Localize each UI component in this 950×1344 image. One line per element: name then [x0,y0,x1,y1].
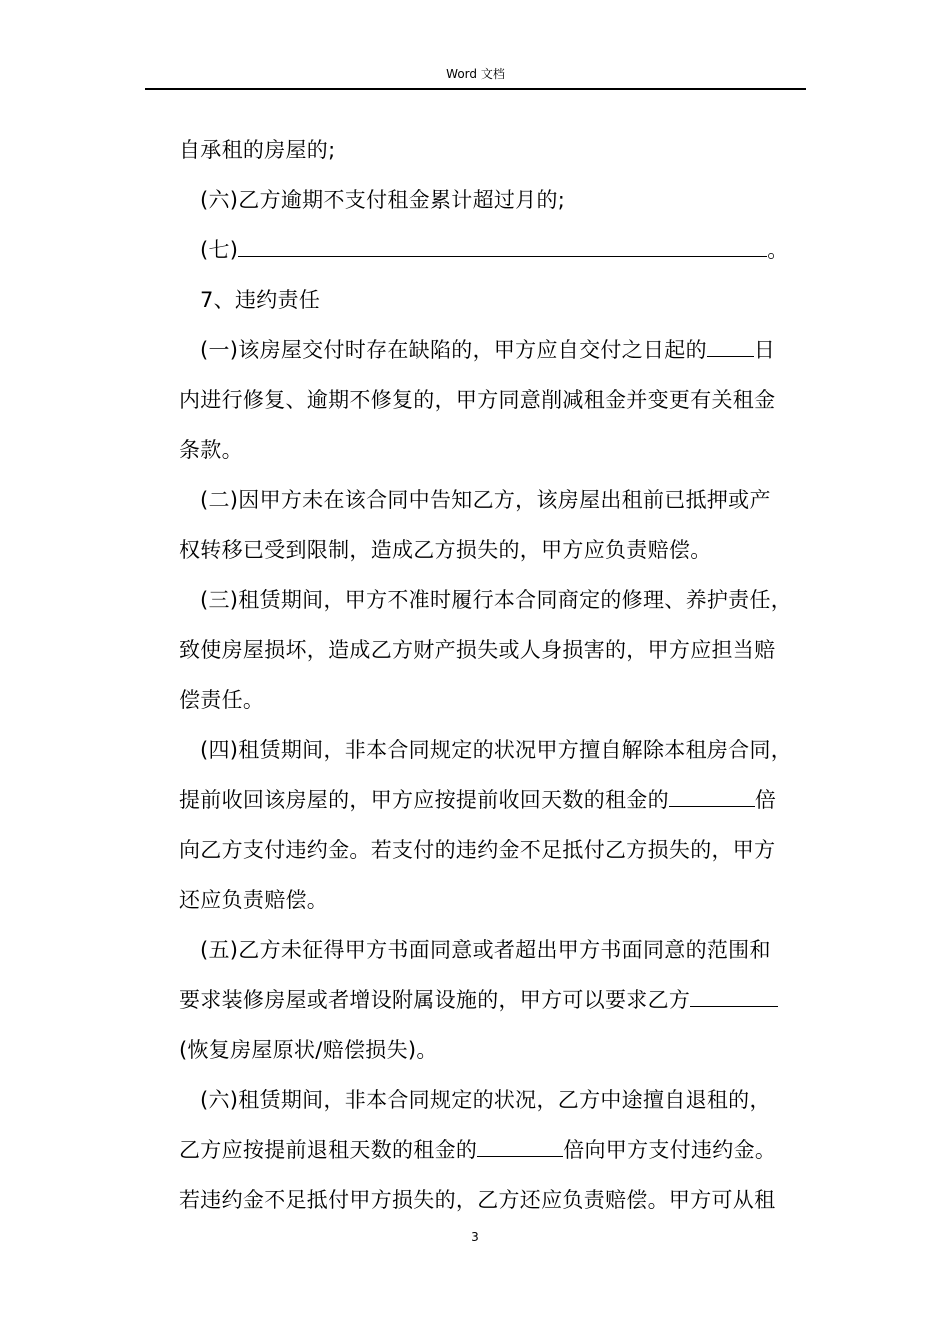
document-body [179,125,804,1225]
text-line: 要求装修房屋或者增设附属设施的，甲方可以要求乙方 [179,975,804,1025]
text-line: 还应负责赔偿。 [179,888,329,912]
text-line: 自承租的房屋的; [179,138,336,162]
text-line: 提前收回该房屋的，甲方应按提前收回天数的租金的 倍 [179,788,777,812]
text-line: (六)乙方逾期不支付租金累计超过月的; [200,188,566,212]
text-line: (三)租赁期间，甲方不准时履行本合同商定的修理、养护责任， [200,588,793,612]
text-line: 内进行修复、逾期不修复的，甲方同意削减租金并变更有关租金 [179,388,776,412]
text-line: 偿责任。 [179,688,265,712]
text-line: (恢复房屋原状/赔偿损失)。 [179,1038,438,1062]
text-line: 若违约金不足抵付甲方损失的，乙方还应负责赔偿。甲方可从租 [179,1188,776,1212]
page-number: 3 [471,1230,479,1244]
fill-in-blank [238,238,767,257]
section-heading: 7、违约责任 [200,288,321,312]
fill-in-blank [690,988,778,1007]
header-divider [145,88,806,90]
fill-in-blank [707,338,754,357]
text-line: (五)乙方未征得甲方书面同意或者超出甲方书面同意的范围和 [200,938,771,962]
text-line: 权转移已受到限制，造成乙方损失的，甲方应负责赔偿。 [179,538,712,562]
text-line: (七) 。 [200,238,789,262]
text-line: 乙方应按提前退租天数的租金的 倍向甲方支付违约金。 [179,1138,777,1162]
text-line: 条款。 [179,438,243,462]
text-line: (四)租赁期间，非本合同规定的状况甲方擅自解除本租房合同， [200,738,793,762]
text-line: 向乙方支付违约金。若支付的违约金不足抵付乙方损失的，甲方 [179,838,776,862]
text-line: (一)该房屋交付时存在缺陷的，甲方应自交付之日起的 日 [200,338,776,362]
fill-in-blank [669,788,755,807]
text-line: 致使房屋损坏，造成乙方财产损失或人身损害的，甲方应担当赔 [179,638,776,662]
page-header: Word 文档 [446,67,505,81]
fill-in-blank [477,1138,563,1157]
text-line: (二)因甲方未在该合同中告知乙方，该房屋出租前已抵押或产 [200,488,771,512]
text-line: (六)租赁期间，非本合同规定的状况，乙方中途擅自退租的， [200,1088,771,1112]
